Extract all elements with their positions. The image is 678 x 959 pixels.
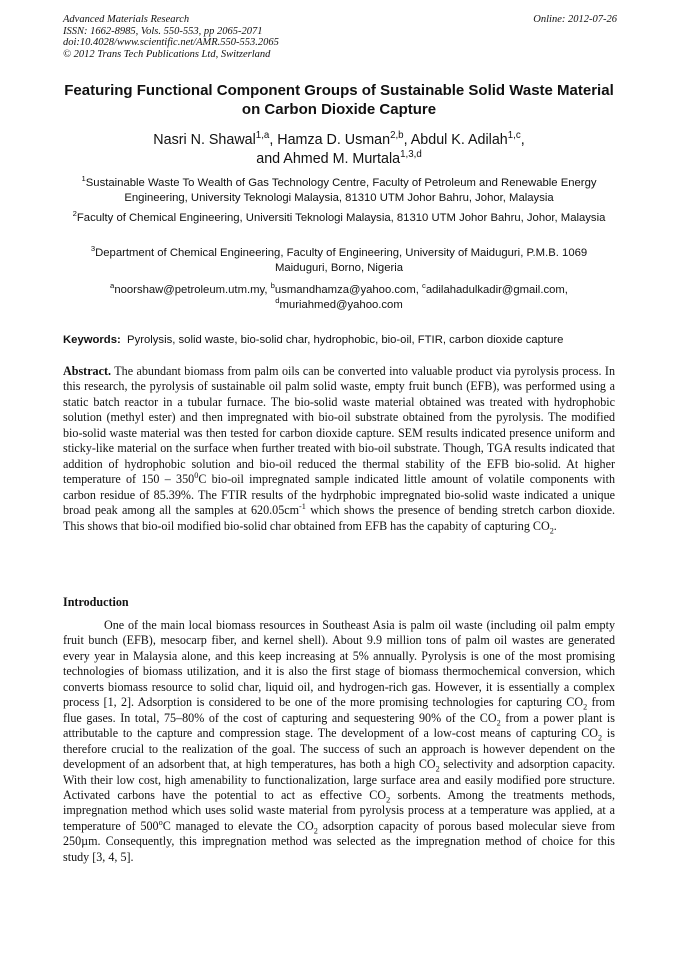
abstract-superscript: 0 [194, 471, 199, 481]
intro-subscript: 2 [583, 702, 588, 712]
intro-text: sorbents. Among the treatments methods, impregnation method which uses solid waste material from pyrolysis process at a temperature was applied, at a temperature of 500 [63, 787, 615, 833]
email-marker: a [110, 281, 115, 291]
abstract-superscript: -1 [299, 502, 306, 512]
author-name: Nasri N. Shawal [153, 132, 256, 148]
intro-text: from flue gases. In total, 75–80% of the cost of capturing and sequestering 90% of the CO [63, 695, 615, 725]
email-marker: d [275, 296, 280, 306]
email-marker: c [422, 281, 426, 291]
author-name: Abdul K. Adilah [410, 132, 508, 148]
abstract-subscript: 2 [549, 525, 554, 535]
abstract-label: Abstract. [63, 364, 112, 378]
email-address: muriahmed@yahoo.com [279, 299, 403, 311]
introduction-paragraph [63, 618, 615, 865]
affiliation-1 [63, 176, 615, 206]
author-list: Nasri N. Shawal$^{1,a}$, Hamza D. Usman$^{2,b}$, Abdul K. Adilah$^{1,c}$, and Ahmed M. Murtala$^{1,3,d}$ [153, 130, 525, 167]
email-address: usmandhamza@yahoo.com, [274, 284, 423, 296]
journal-name: Advanced Materials Research [63, 14, 190, 25]
keywords-text: Pyrolysis, solid waste, bio-solid char, hydrophobic, bio-oil, FTIR, carbon dioxide capture [127, 334, 564, 346]
author-name: Hamza D. Usman [277, 132, 391, 148]
email-list [63, 283, 615, 313]
abstract-text: . [553, 518, 557, 533]
affiliation-text: Department of Chemical Engineering, Faculty of Engineering, University of Maiduguri, P.M.B. 1069 Maiduguri, Borno, Nigeria [95, 247, 588, 274]
intro-subscript: 2 [313, 826, 318, 836]
author-affiliation-marker: 1,3,d [400, 149, 422, 161]
intro-subscript: 2 [496, 718, 501, 728]
intro-superscript: o [158, 817, 163, 827]
intro-subscript: 2 [435, 764, 440, 774]
affiliation-2 [63, 211, 615, 226]
affiliation-marker: 1 [81, 174, 86, 184]
abstract-text: The abundant biomass from palm oils can be converted into valuable product via pyrolysis process. In this research, the pyrolysis of sustainable oil palm solid waste, empty fruit bunch (EFB), was performed using a static batch reactor in a tubular furnace. The bio-solid waste material obtained was treated with hydrophobic solution (methyl ester) and then impregnated with bio-oil substrate obtained from the pyrolysis. The modified bio-solid waste material was then tested for carbon dioxide capture. SEM results indicated presence uniform and sticky-like material on the surface when further treated with bio-oil substrate. Though, TGA results indicated that addition of hydrophobic solution and bio-oil reduced the thermal stability of the EFB bio-solid. At higher temperature of 150 – 350 [63, 364, 615, 487]
affiliation-text: Sustainable Waste To Wealth of Gas Technology Centre, Faculty of Petroleum and Renewable Energy Engineering, University Teknologi Malaysia, 81310 UTM Johor Bahru, Johor, Malaysia [85, 177, 597, 204]
keywords-line [63, 333, 615, 348]
keywords-label: Keywords: [63, 334, 121, 346]
intro-text: adsorption capacity of porous based molecular sieve from 250µm. Consequently, this impregnation method was selected as the impregnation method of choice for this study [3, 4, 5]. [63, 818, 615, 864]
doi-line: doi:10.4028/www.scientific.net/AMR.550-553.2065 [63, 37, 279, 49]
abstract-text: which shows the presence of bending stretch carbon dioxide. This shows that bio-oil modified bio-solid char obtained from EFB has the capabity of capturing CO [63, 503, 616, 533]
affiliation-marker: 2 [72, 209, 77, 219]
author-affiliation-marker: 2,b [390, 130, 404, 142]
email-address: adilahadulkadir@gmail.com, [425, 284, 568, 296]
author-affiliation-marker: 1,c [507, 130, 521, 142]
email-marker: b [270, 281, 275, 291]
email-address: noorshaw@petroleum.utm.my, [114, 284, 271, 296]
intro-text: C managed to elevate the CO [162, 818, 314, 833]
affiliation-text: Faculty of Chemical Engineering, Universiti Teknologi Malaysia, 81310 UTM Johor Bahru, Johor, Malaysia [76, 212, 606, 224]
intro-text: is therefore crucial to the realization of the goal. The success of such an approach is however dependent on the development of an adsorbent that, at high temperatures, has both a high CO [63, 726, 616, 772]
affiliation-marker: 3 [90, 244, 96, 254]
copyright-line: © 2012 Trans Tech Publications Ltd, Switzerland [63, 48, 271, 60]
abstract-paragraph [63, 364, 615, 534]
intro-text: from a power plant is attributable to the capture and compression stage. The development of a low-cost means of capturing CO [63, 710, 616, 741]
intro-text: One of the main local biomass resources in Southeast Asia is palm oil waste (including oil palm empty fruit bunch (EFB), mesocarp fiber, and kernel shell). About 9.9 million tons of palm oil wastes are generated every year in Malaysia alone, and this keep increasing at 5% annually. Pyrolysis is one of the most promising technologies of biomass utilization, and it is also the first stage of biomass thermochemical conversion, which converts biomass resource to solid char, liquid oil, and hydrogen-rich gas. However, it is essentially a complex process [1, 2]. Adsorption is considered to be one of the more promising technologies for capturing CO [63, 618, 615, 710]
issn-line: ISSN: 1662-8985, Vols. 550-553, pp 2065-2071 [63, 25, 263, 37]
intro-subscript: 2 [386, 795, 391, 805]
paper-title: Featuring Functional Component Groups of Sustainable Solid Waste Material on Carbon Dioxide Capture [64, 82, 614, 118]
introduction-heading: Introduction [63, 595, 129, 609]
abstract-text: C bio-oil impregnated sample indicated little amount of volatile components with carbon residue of 85.39%. The FTIR results of the hydrphobic impregnated bio-solid waste indicated a unique broad peak among all the samples at 620.05cm [63, 472, 615, 518]
journal-header [63, 14, 279, 60]
author-name: and Ahmed M. Murtala [256, 151, 401, 167]
intro-text: selectivity and adsorption capacity. With their low cost, high amenability to functionalization, large surface area and easily modified pore structure. Activated carbons have the potential to act as effective CO [63, 757, 615, 802]
author-affiliation-marker: 1,a [255, 130, 270, 142]
intro-subscript: 2 [598, 733, 603, 743]
affiliation-3 [63, 246, 615, 276]
online-date: Online: 2012-07-26 [533, 14, 617, 25]
